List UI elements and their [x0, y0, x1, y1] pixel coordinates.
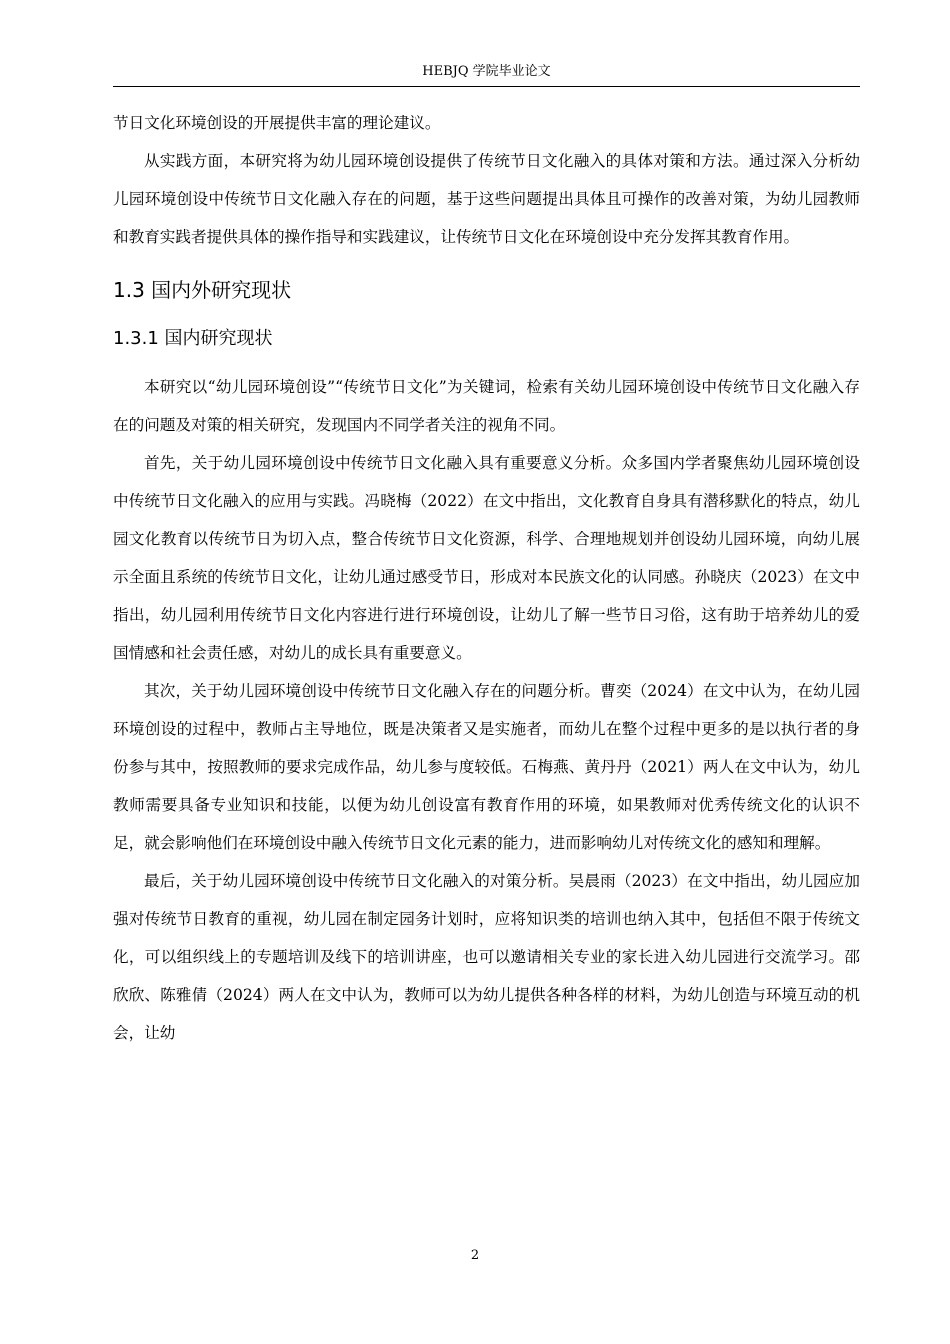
paragraph: 本研究以“幼儿园环境创设”“传统节日文化”为关键词，检索有关幼儿园环境创设中传统节日文化融入存在的问题及对策的相关研究，发现国内不同学者关注的视角不同。: [113, 378, 860, 434]
page-content: [113, 104, 860, 1052]
section-heading: 1.3 国内外研究现状: [113, 278, 292, 302]
paragraph: 从实践方面，本研究将为幼儿园环境创设提供了传统节日文化融入的具体对策和方法。通过深入分析幼儿园环境创设中传统节日文化融入存在的问题，基于这些问题提出具体且可操作的改善对策，为幼儿园教师和教育实践者提供具体的操作指导和实践建议，让传统节日文化在环境创设中充分发挥其教育作用。: [113, 152, 860, 246]
paragraph: 最后，关于幼儿园环境创设中传统节日文化融入的对策分析。吴晨雨（2023）在文中指出，幼儿园应加强对传统节日教育的重视，幼儿园在制定园务计划时，应将知识类的培训也纳入其中，包括但不限于传统文化，可以组织线上的专题培训及线下的培训讲座，也可以邀请相关专业的家长进入幼儿园进行交流学习。邵欣欣、陈雅倩（2024）两人在文中认为，教师可以为幼儿提供各种各样的材料，为幼儿创造与环境互动的机会，让幼: [113, 872, 860, 1042]
page-number: 2: [470, 1248, 480, 1263]
page-header: [113, 58, 860, 87]
paragraph: 首先，关于幼儿园环境创设中传统节日文化融入具有重要意义分析。众多国内学者聚焦幼儿园环境创设中传统节日文化融入的应用与实践。冯晓梅（2022）在文中指出，文化教育自身具有潜移默化的特点，幼儿园文化教育以传统节日为切入点，整合传统节日文化资源，科学、合理地规划并创设幼儿园环境，向幼儿展示全面且系统的传统节日文化，让幼儿通过感受节日，形成对本民族文化的认同感。孙晓庆（2023）在文中指出，幼儿园利用传统节日文化内容进行进行环境创设，让幼儿了解一些节日习俗，这有助于培养幼儿的爱国情感和社会责任感，对幼儿的成长具有重要意义。: [113, 454, 860, 662]
header-title: HEBJQ 学院毕业论文: [422, 64, 551, 79]
paragraph: 其次，关于幼儿园环境创设中传统节日文化融入存在的问题分析。曹奕（2024）在文中认为，在幼儿园环境创设的过程中，教师占主导地位，既是决策者又是实施者，而幼儿在整个过程中更多的是以执行者的身份参与其中，按照教师的要求完成作品，幼儿参与度较低。石梅燕、黄丹丹（2021）两人在文中认为，幼儿教师需要具备专业知识和技能，以便为幼儿创设富有教育作用的环境，如果教师对优秀传统文化的认识不足，就会影响他们在环境创设中融入传统节日文化元素的能力，进而影响幼儿对传统文化的感知和理解。: [113, 682, 860, 852]
paragraph: 节日文化环境创设的开展提供丰富的理论建议。: [113, 114, 441, 132]
subsection-heading: 1.3.1 国内研究现状: [113, 328, 273, 349]
